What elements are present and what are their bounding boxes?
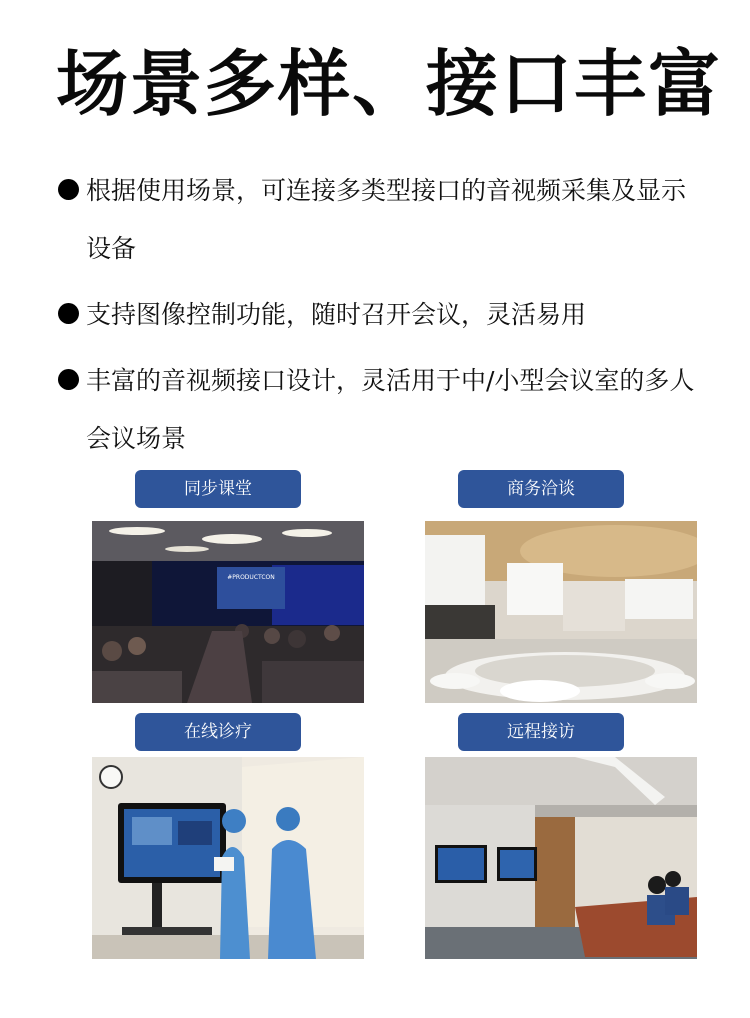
scene-tag-classroom: 同步课堂 (135, 470, 301, 508)
bullet-item (58, 286, 698, 344)
bullet-text: 根据使用场景，可连接多类型接口的音视频采集及显示设备 (86, 176, 687, 263)
business-photo (425, 521, 697, 703)
bullet-item (58, 162, 698, 278)
bullet-list (58, 162, 698, 476)
bullet-text: 支持图像控制功能，随时召开会议，灵活易用 (86, 300, 587, 329)
scene-tag-medical: 在线诊疗 (135, 713, 301, 751)
bullet-dot-icon (58, 303, 79, 324)
classroom-photo (92, 521, 364, 703)
scene-tag-business: 商务洽谈 (458, 470, 624, 508)
page-title: 场景多样、接口丰富 (56, 42, 723, 126)
bullet-dot-icon (58, 179, 79, 200)
medical-photo (92, 757, 364, 959)
bullet-item (58, 352, 698, 468)
reception-photo (425, 757, 697, 959)
screen-caption: #PRODUCTCON (227, 574, 275, 581)
bullet-dot-icon (58, 369, 79, 390)
bullet-text: 丰富的音视频接口设计，灵活用于中/小型会议室的多人会议场景 (86, 366, 695, 453)
scene-tag-reception: 远程接访 (458, 713, 624, 751)
